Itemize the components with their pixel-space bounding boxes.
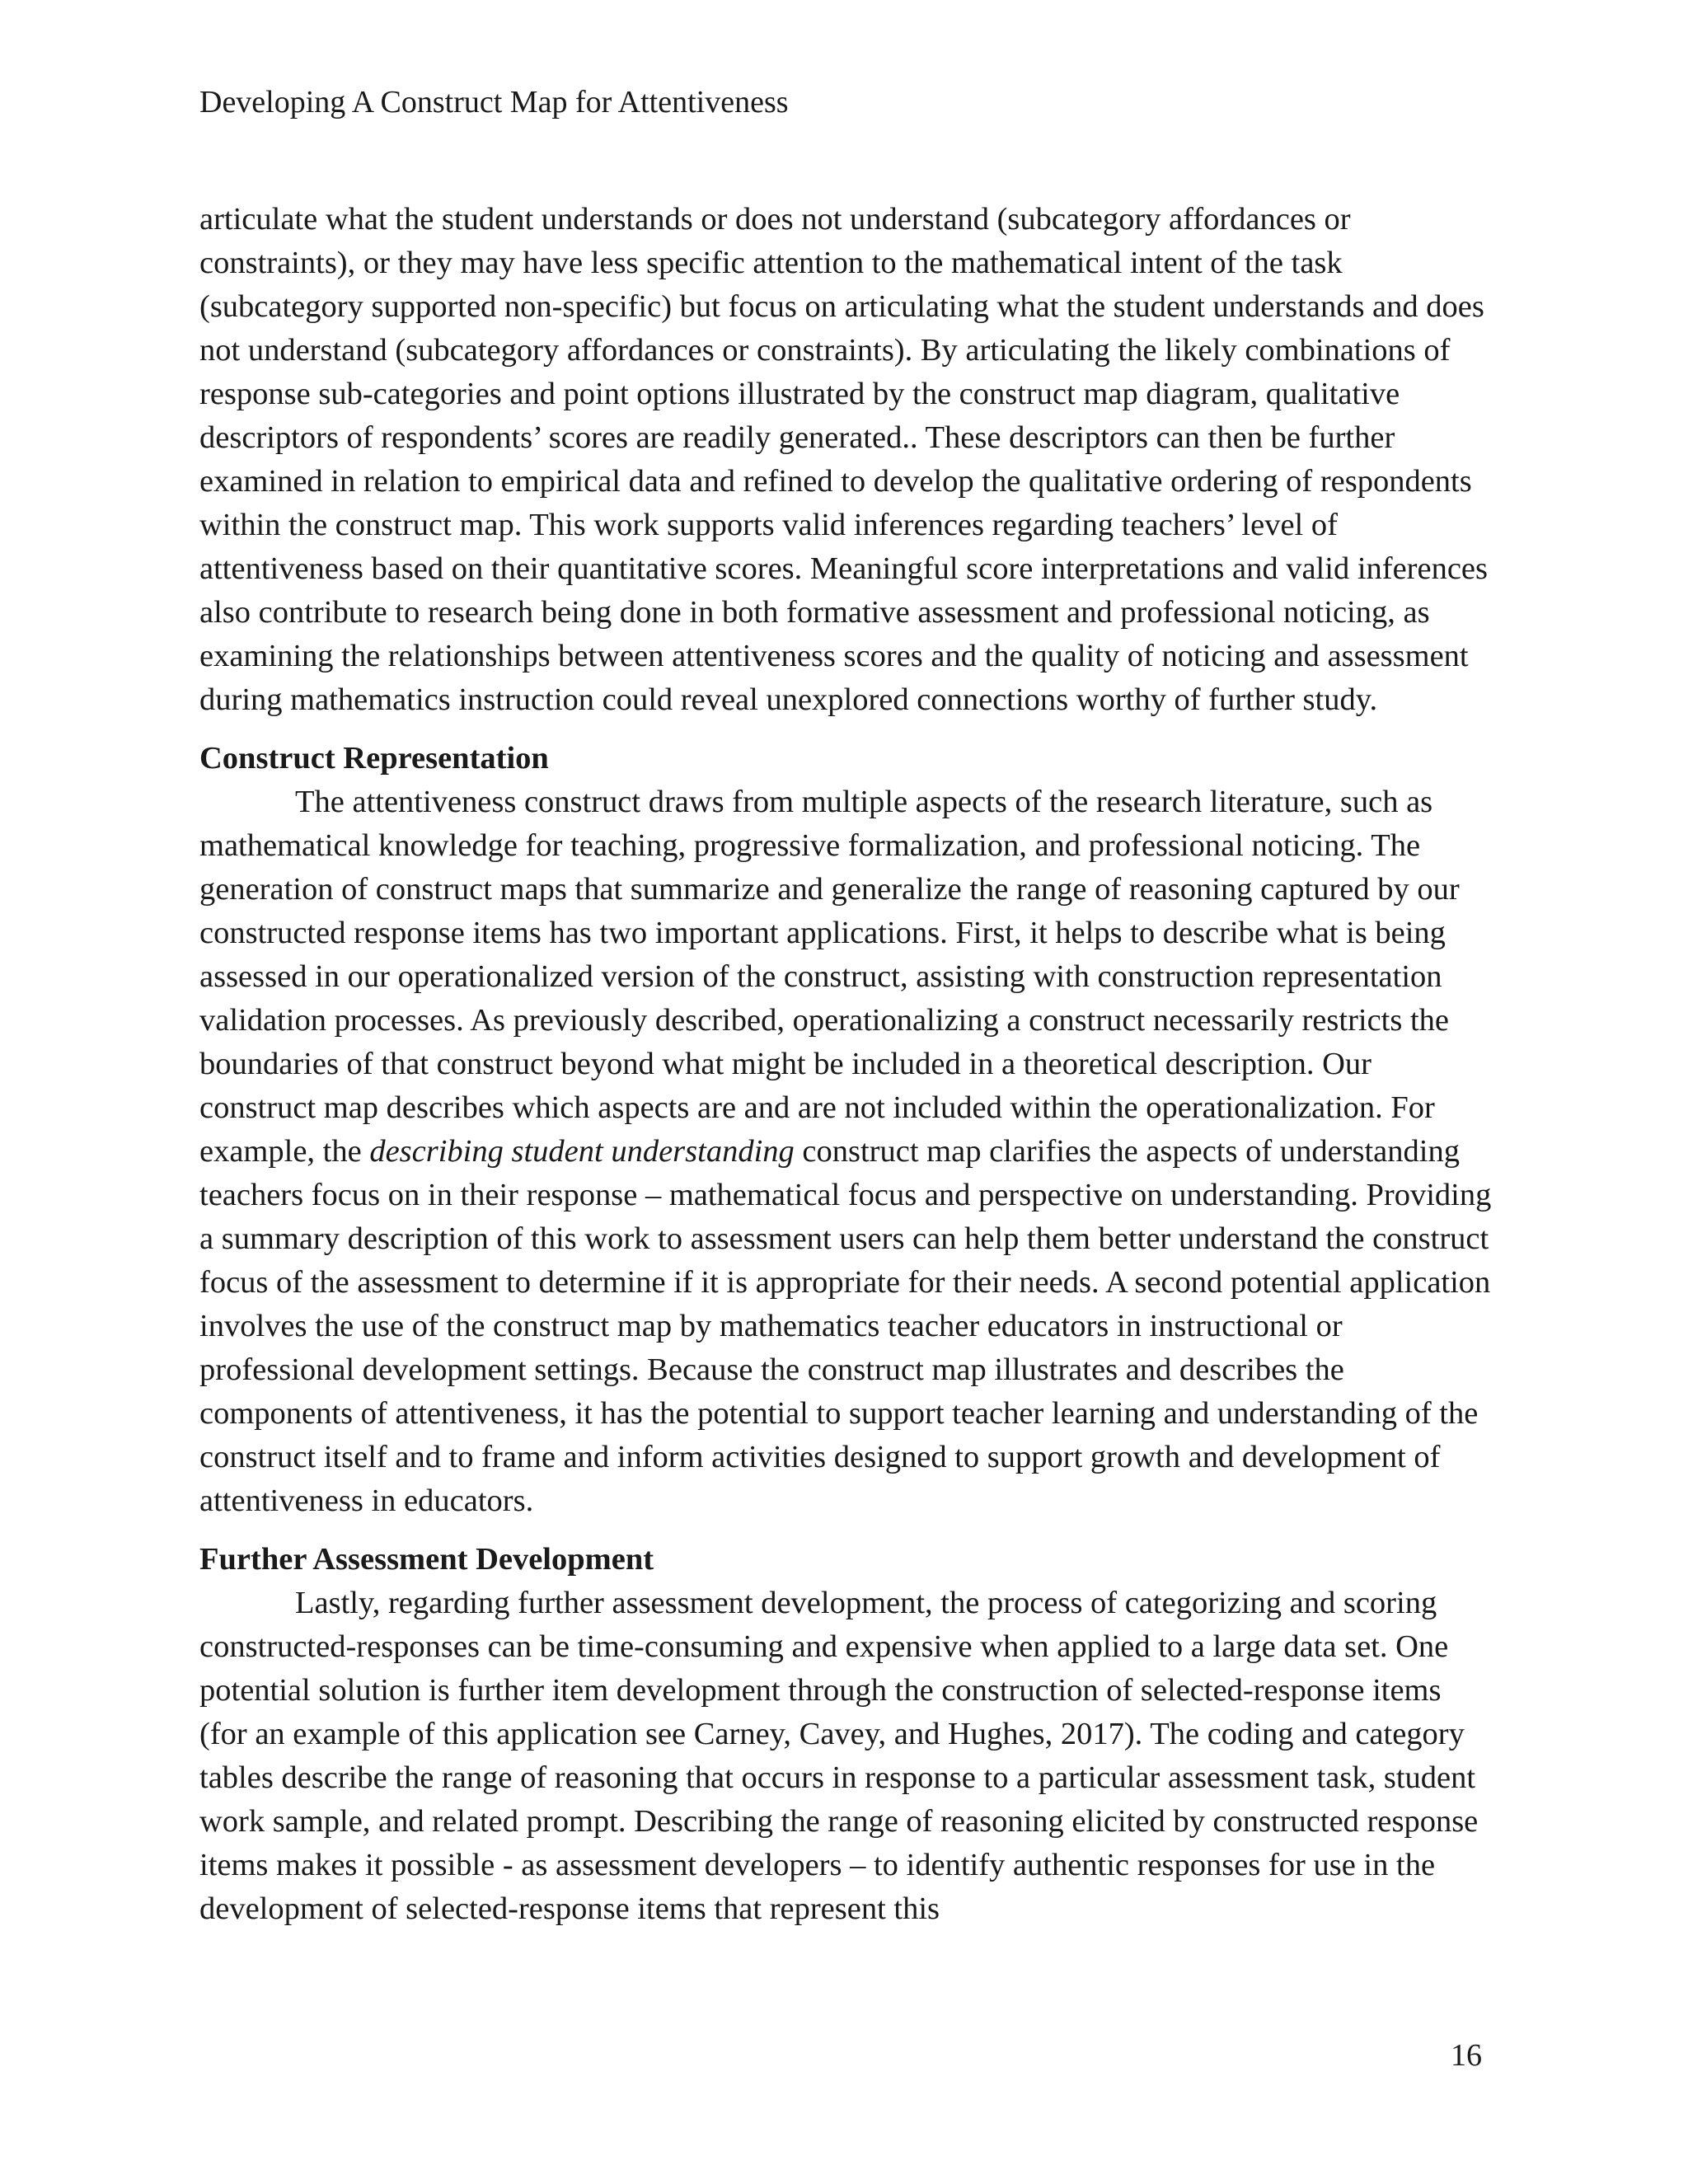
italic-term: describing student understanding	[369, 1134, 795, 1169]
paragraph-construct-representation	[199, 780, 1492, 1523]
page-body	[199, 198, 1492, 1931]
heading-construct-representation: Construct Representation	[199, 741, 549, 776]
paragraph-further-assessment: Lastly, regarding further assessment development, the process of categorizing and scoring constructed-responses can be time-consuming and expensive when applied to a large data set. One potential solution is further item development through the construction of selected-response items (for an example of this application see Carney, Cavey, and Hughes, 2017). The coding and category tables describe the range of reasoning that occurs in response to a particular assessment task, student work sample, and related prompt. Describing the range of reasoning elicited by constructed response items makes it possible - as assessment developers – to identify authentic responses for use in the development of selected-response items that represent this	[199, 1586, 1479, 1926]
paragraph-continued: articulate what the student understands or does not understand (subcategory affordances or constraints), or they may have less specific attention to the mathematical intent of the task (subcategory supported non-specific) but focus on articulating what the student understands and does not understand (subcategory affordances or constraints). By articulating the likely combinations of response sub-categories and point options illustrated by the construct map diagram, qualitative descriptors of respondents’ scores are readily generated.. These descriptors can then be further examined in relation to empirical data and refined to develop the qualitative ordering of respondents within the construct map. This work supports valid inferences regarding teachers’ level of attentiveness based on their quantitative scores. Meaningful score interpretations and valid inferences also contribute to research being done in both formative assessment and professional noticing, as examining the relationships between attentiveness scores and the quality of noticing and assessment during mathematics instruction could reveal unexplored connections worthy of further study.	[199, 202, 1488, 717]
heading-further-assessment-development: Further Assessment Development	[199, 1542, 654, 1577]
paragraph-text: The attentiveness construct draws from multiple aspects of the research literature, such as mathematical knowledge for teaching, progressive formalization, and professional noticing. The generation of construct maps that summarize and generalize the range of reasoning captured by our constructed response items has two important applications. First, it helps to describe what is being assessed in our operationalized version of the construct, assisting with construction representation validation processes. As previously described, operationalizing a construct necessarily restricts the boundaries of that construct beyond what might be included in a theoretical description. Our construct map describes which aspects are and are not included within the operationalization. For example, the	[199, 785, 1460, 1169]
page-number: 16	[1451, 2038, 1482, 2073]
paragraph-text: construct map clarifies the aspects of understanding teachers focus on in their response – mathematical focus and perspective on understanding. Providing a summary description of this work to assessment users can help them better understand the construct focus of the assessment to determine if it is appropriate for their needs. A second potential application involves the use of the construct map by mathematics teacher educators in instructional or professional development settings. Because the construct map illustrates and describes the components of attentiveness, it has the potential to support teacher learning and understanding of the construct itself and to frame and inform activities designed to support growth and development of attentiveness in educators.	[199, 1134, 1492, 1518]
running-head: Developing A Construct Map for Attentiveness	[199, 85, 789, 120]
